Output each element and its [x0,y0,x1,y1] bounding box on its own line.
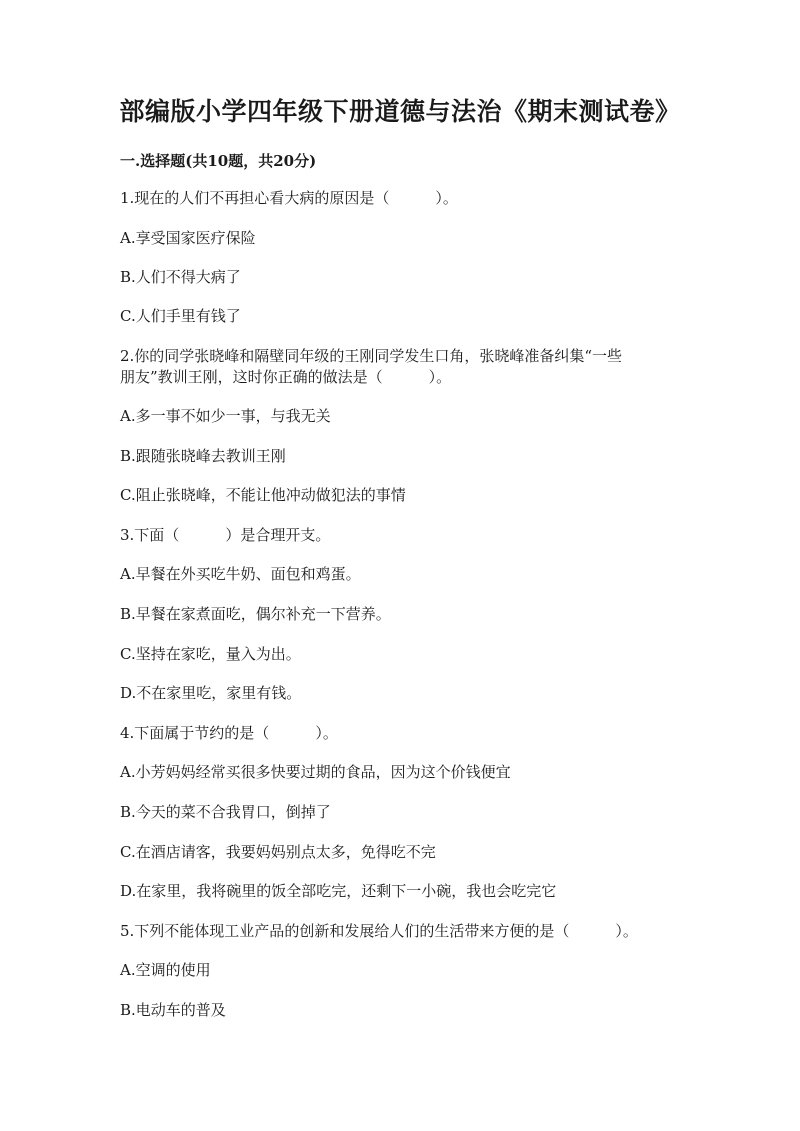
question-1-option-c: C.人们手里有钱了 [120,307,241,325]
question-5-option-a: A.空调的使用 [120,961,211,979]
question-4-option-b: B.今天的菜不合我胃口，倒掉了 [120,803,331,821]
question-stem-text: 4.下面属于节约的是（ [120,724,270,742]
question-4-stem [120,723,700,744]
question-5-stem [120,921,700,942]
question-2-option-c: C.阻止张晓峰，不能让他冲动做犯法的事情 [120,486,406,504]
question-1-option-b: B.人们不得大病了 [120,268,241,286]
question-2-option-b: B.跟随张晓峰去教训王刚 [120,447,286,465]
question-3-option-b: B.早餐在家煮面吃，偶尔补充一下营养。 [120,605,391,623]
question-4-option-a: A.小芳妈妈经常买很多快要过期的食品，因为这个价钱便宜 [120,763,511,781]
question-stem-text: ）。 [435,189,458,207]
question-3-stem [120,525,700,546]
question-stem-text: ）是合理开支。 [225,526,331,544]
question-2-option-a: A.多一事不如少一事，与我无关 [120,407,331,425]
question-stem-text: 1.现在的人们不再担心看大病的原因是（ [120,189,390,207]
question-3-option-c: C.坚持在家吃，量入为出。 [120,645,301,663]
question-3-option-a: A.早餐在外买吃牛奶、面包和鸡蛋。 [120,565,361,583]
question-stem-text: 5.下列不能体现工业产品的创新和发展给人们的生活带来方便的是（ [120,922,570,940]
question-stem-text: 3.下面（ [120,526,180,544]
question-2-stem-line2 [120,367,700,388]
question-4-option-c: C.在酒店请客，我要妈妈别点太多，免得吃不完 [120,843,436,861]
question-stem-text: ）。 [315,724,338,742]
question-stem-text: ）。 [615,922,638,940]
question-5-option-b: B.电动车的普及 [120,1001,226,1019]
question-stem-text: 朋友”教训王刚，这时你正确的做法是（ [120,368,383,386]
question-4-option-d: D.在家里，我将碗里的饭全部吃完，还剩下一小碗，我也会吃完它 [120,882,557,900]
section-heading: 一.选择题(共10题，共20分) [120,152,317,170]
question-stem-text: ）。 [428,368,452,386]
question-2-stem-line1: 2.你的同学张晓峰和隔壁同年级的王刚同学发生口角，张晓峰准备纠集“一些 [120,347,622,365]
page-title: 部编版小学四年级下册道德与法治《期末测试卷》 [119,97,681,126]
question-3-option-d: D.不在家里吃，家里有钱。 [120,684,302,702]
question-1-stem [120,188,700,209]
question-1-option-a: A.享受国家医疗保险 [120,229,256,247]
